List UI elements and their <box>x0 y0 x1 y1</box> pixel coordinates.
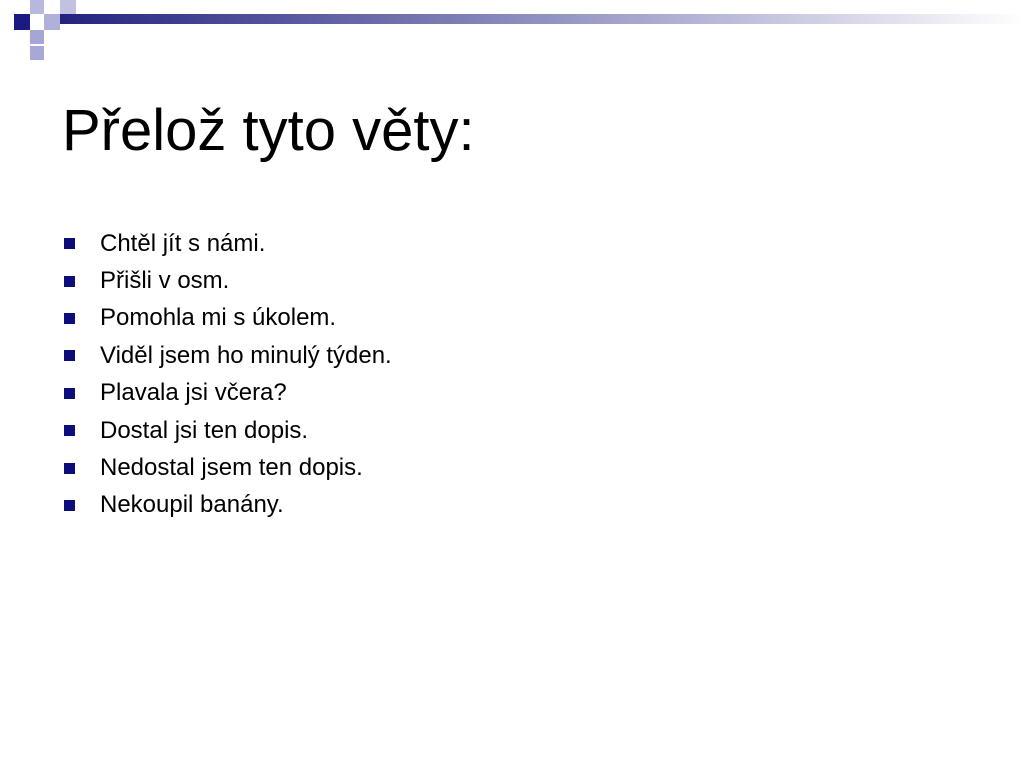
deco-square <box>14 14 30 30</box>
bullet-text: Pomohla mi s úkolem. <box>100 304 337 332</box>
deco-square <box>44 14 60 30</box>
deco-square <box>46 30 60 44</box>
bullet-square-icon <box>64 388 75 399</box>
list-item <box>62 300 392 337</box>
header-decoration <box>0 0 1024 64</box>
deco-square <box>30 30 44 44</box>
bullet-text: Viděl jsem ho minulý týden. <box>100 341 392 369</box>
list-item <box>62 487 392 524</box>
list-item <box>62 375 392 412</box>
bullet-square-icon <box>64 313 75 324</box>
slide-title: Přelož tyto věty: <box>62 98 475 163</box>
bullet-square-icon <box>64 276 75 287</box>
deco-square <box>60 0 76 14</box>
list-item <box>62 337 392 374</box>
list-item <box>62 449 392 486</box>
bullet-square-icon <box>64 500 75 511</box>
deco-square <box>30 0 44 14</box>
bullet-square-icon <box>64 425 75 436</box>
bullet-list <box>62 225 392 524</box>
bullet-text: Nekoupil banány. <box>100 491 284 519</box>
list-item <box>62 412 392 449</box>
bullet-text: Chtěl jít s námi. <box>100 229 266 257</box>
deco-square <box>30 46 44 60</box>
bullet-square-icon <box>64 463 75 474</box>
list-item <box>62 262 392 299</box>
bullet-text: Plavala jsi včera? <box>100 379 287 407</box>
bullet-text: Přišli v osm. <box>100 267 230 295</box>
list-item <box>62 225 392 262</box>
gradient-band <box>60 14 1024 24</box>
bullet-text: Dostal jsi ten dopis. <box>100 416 309 444</box>
bullet-square-icon <box>64 238 75 249</box>
bullet-text: Nedostal jsem ten dopis. <box>100 454 363 482</box>
bullet-square-icon <box>64 350 75 361</box>
